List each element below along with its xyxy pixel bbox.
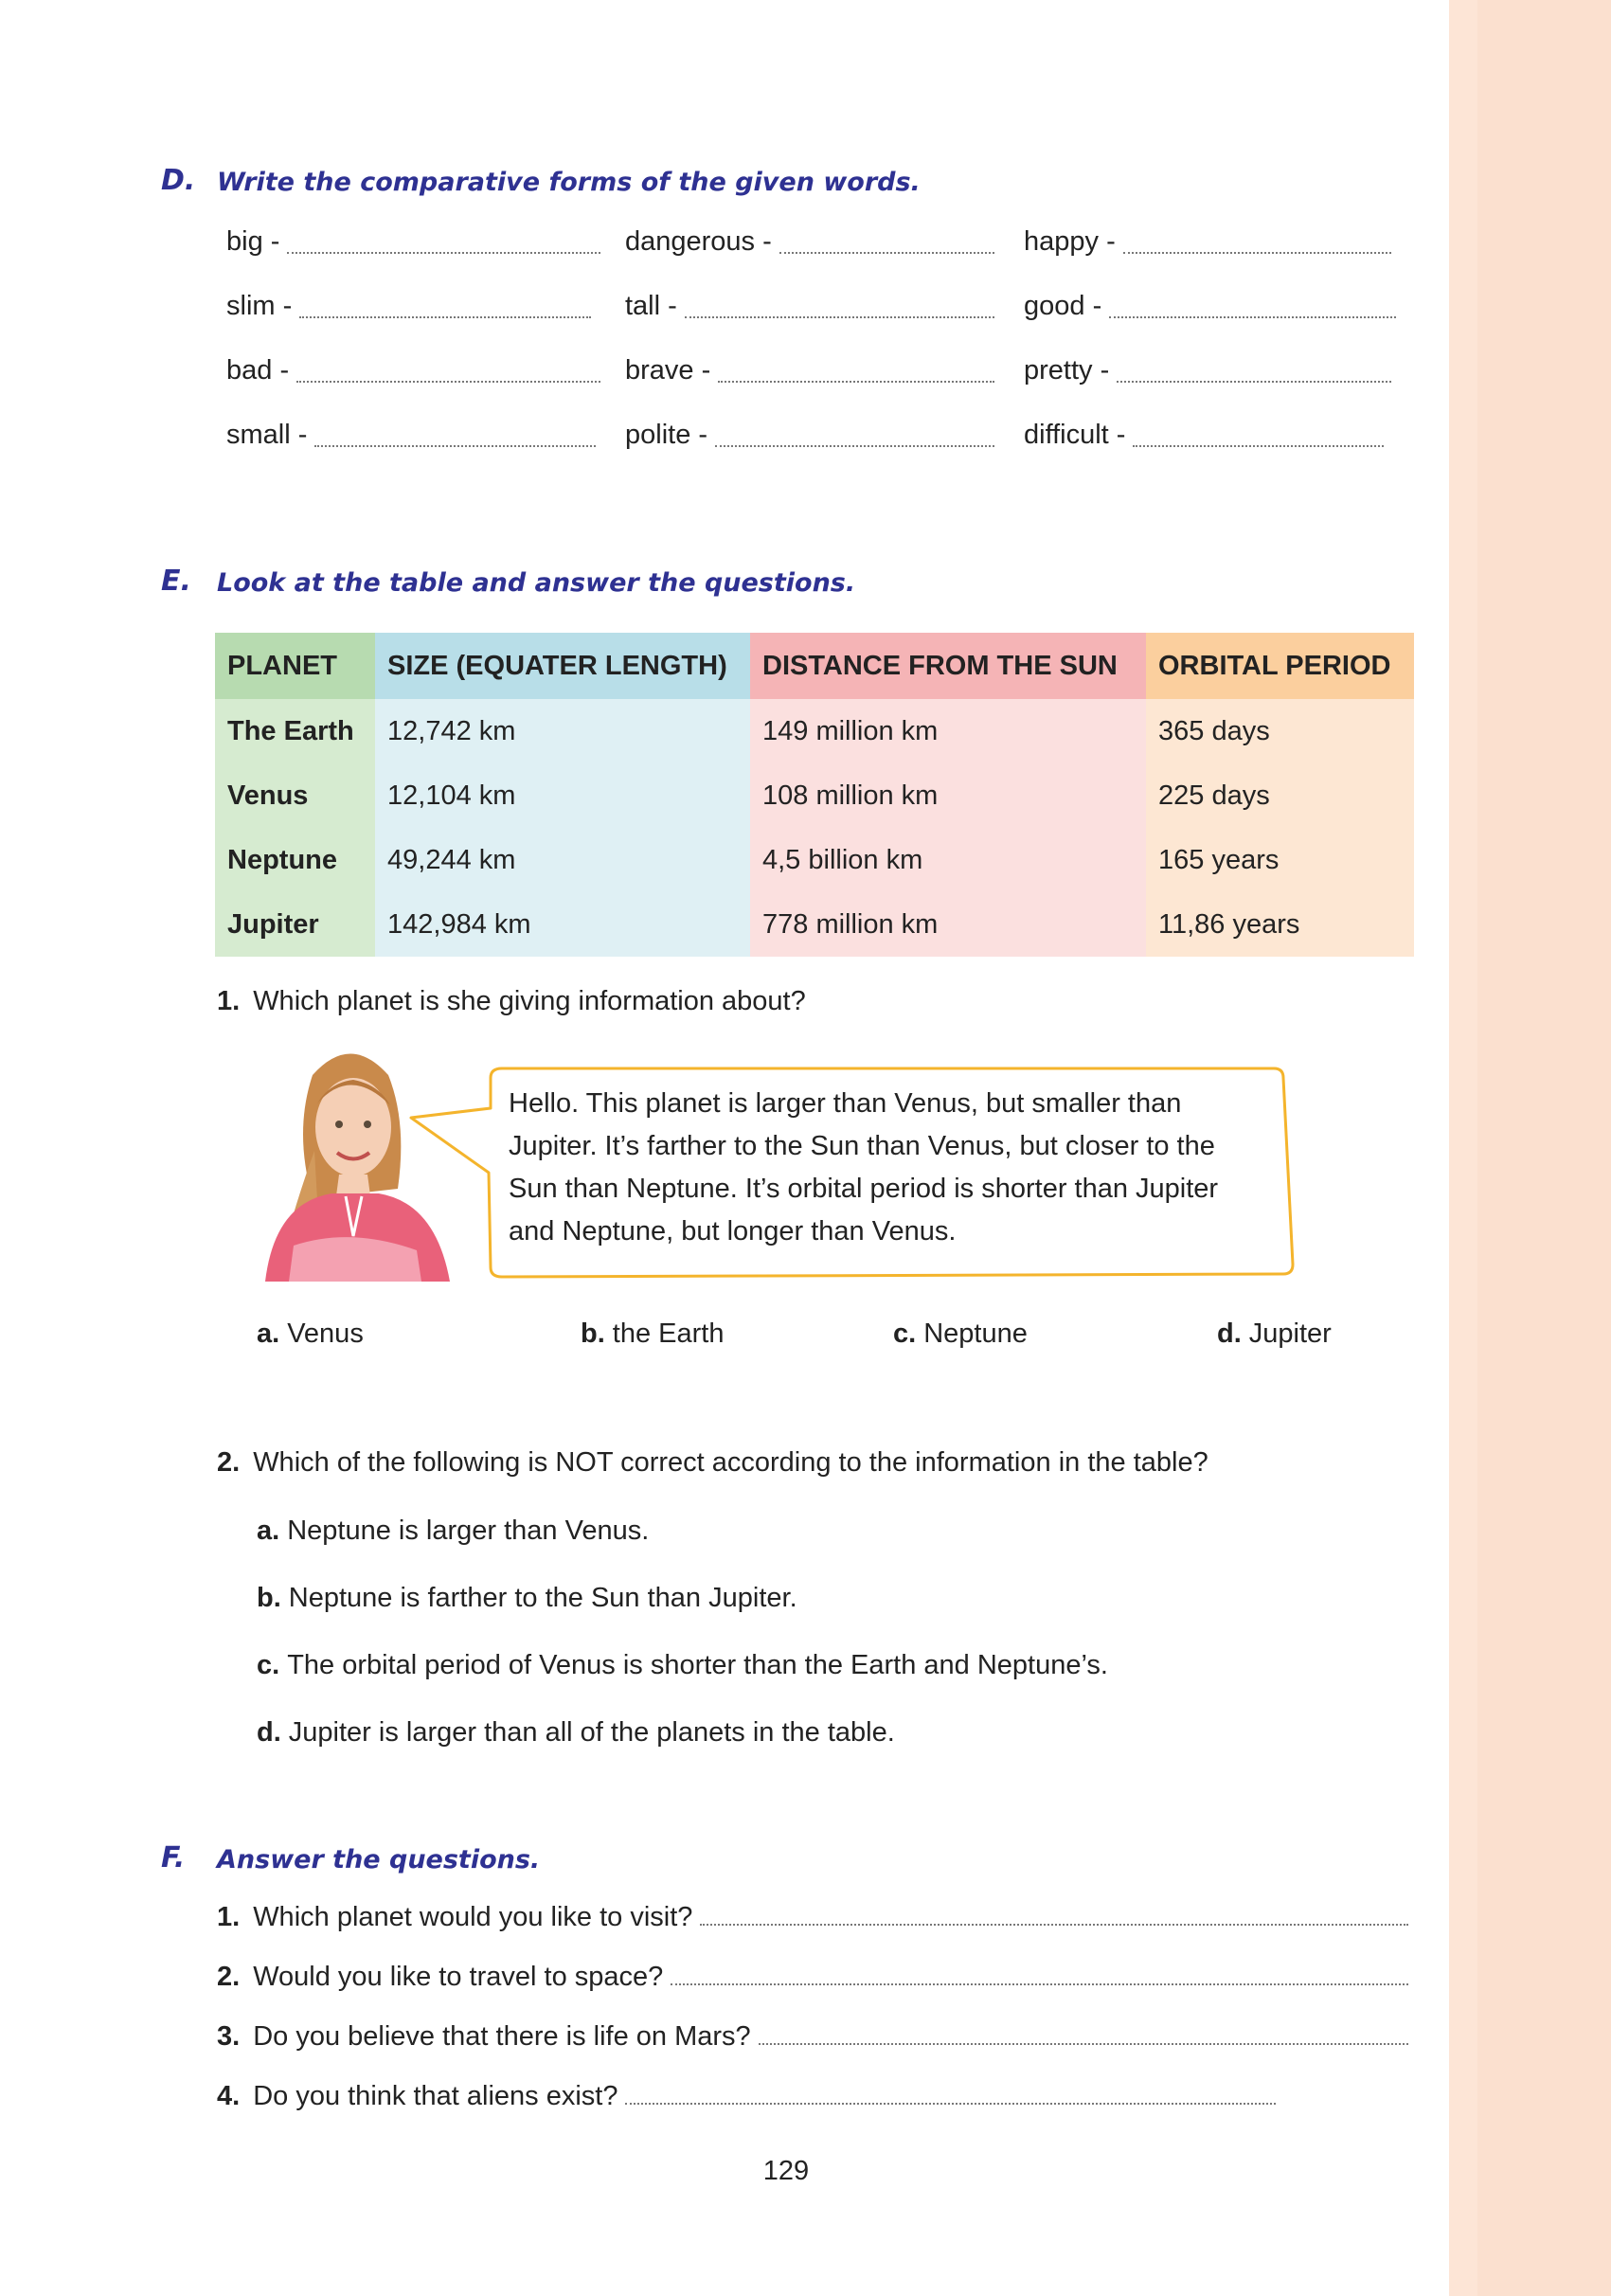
planet-orbital-period: 11,86 years [1146,892,1414,957]
answer-blank[interactable] [715,428,994,447]
answer-blank[interactable] [287,235,600,254]
word-difficult: difficult - [1024,416,1384,454]
word-small: small - [226,416,596,454]
speech-text: Hello. This planet is larger than Venus, but smaller than Jupiter. It’s farther to the Sun than Venus, but closer to the Sun than Neptune. It’s orbital period is shorter than Jupiter and Neptune, but longer than Venus. [509,1088,1219,1247]
question-1: 1. Which planet is she giving information about? [217,986,806,1016]
word-brave: brave - [625,351,994,389]
planet-orbital-period: 225 days [1146,763,1414,828]
word-slim: slim - [226,287,591,325]
word-happy: happy - [1024,223,1391,260]
answer-line[interactable] [700,1924,1408,1926]
answer-blank[interactable] [1123,235,1391,254]
planet-name: The Earth [215,699,375,763]
page-number: 129 [762,2156,810,2186]
header-distance: DISTANCE FROM THE SUN [750,633,1146,699]
section-e-letter: E. [161,565,191,598]
word-dangerous: dangerous - [625,223,994,260]
word-tall: tall - [625,287,994,325]
word-bad: bad - [226,351,600,389]
section-e-title: Look at the table and answer the questions. [217,568,856,598]
planet-size: 12,742 km [375,699,750,763]
q1-option-c[interactable]: c. Neptune [893,1318,1028,1349]
planet-orbital-period: 165 years [1146,828,1414,892]
planet-name: Jupiter [215,892,375,957]
answer-blank[interactable] [314,428,596,447]
q1-option-b[interactable]: b. the Earth [581,1318,725,1349]
planet-orbital-period: 365 days [1146,699,1414,763]
planet-distance: 4,5 billion km [750,828,1146,892]
q2-option-c[interactable]: c. The orbital period of Venus is shorter than the Earth and Neptune’s. [257,1650,1108,1680]
header-orbital-period: ORBITAL PERIOD [1146,633,1414,699]
header-size: SIZE (EQUATER LENGTH) [375,633,750,699]
section-d-title: Write the comparative forms of the given words. [217,168,921,197]
answer-blank[interactable] [1109,299,1396,318]
answer-line[interactable] [625,2103,1276,2105]
answer-blank[interactable] [296,364,600,383]
word-good: good - [1024,287,1396,325]
f-question-4: 4. Do you think that aliens exist? [217,2074,1276,2112]
table-header-row [215,633,1414,699]
f-question-2: 2. Would you like to travel to space? [217,1955,1408,1993]
q2-option-b[interactable]: b. Neptune is farther to the Sun than Jupiter. [257,1583,797,1613]
word-pretty: pretty - [1024,351,1391,389]
planet-table [215,633,1414,957]
word-big: big - [226,223,600,260]
q1-option-d[interactable]: d. Jupiter [1217,1318,1332,1349]
planet-size: 142,984 km [375,892,750,957]
answer-blank[interactable] [685,299,994,318]
table-row [215,892,1414,957]
q2-option-a[interactable]: a. Neptune is larger than Venus. [257,1516,650,1546]
q2-option-d[interactable]: d. Jupiter is larger than all of the planets in the table. [257,1717,895,1748]
planet-distance: 149 million km [750,699,1146,763]
table-row [215,828,1414,892]
table-row [215,763,1414,828]
answer-blank[interactable] [1117,364,1391,383]
answer-blank[interactable] [1133,428,1384,447]
section-f-letter: F. [161,1841,186,1874]
planet-size: 49,244 km [375,828,750,892]
planet-size: 12,104 km [375,763,750,828]
question-2: 2. Which of the following is NOT correct according to the information in the table? [217,1447,1208,1478]
planet-name: Neptune [215,828,375,892]
answer-blank[interactable] [299,299,591,318]
section-f-title: Answer the questions. [217,1845,541,1874]
planet-distance: 778 million km [750,892,1146,957]
q1-option-a[interactable]: a. Venus [257,1318,364,1349]
f-question-1: 1. Which planet would you like to visit? [217,1895,1408,1933]
answer-line[interactable] [759,2043,1408,2045]
planet-distance: 108 million km [750,763,1146,828]
planet-name: Venus [215,763,375,828]
answer-line[interactable] [671,1983,1408,1985]
header-planet: PLANET [215,633,375,699]
page-margin-band-inner [1477,0,1611,2296]
answer-blank[interactable] [718,364,994,383]
section-d-letter: D. [161,164,196,197]
table-row [215,699,1414,763]
f-question-3: 3. Do you believe that there is life on Mars? [217,2015,1408,2053]
answer-blank[interactable] [779,235,994,254]
word-polite: polite - [625,416,994,454]
